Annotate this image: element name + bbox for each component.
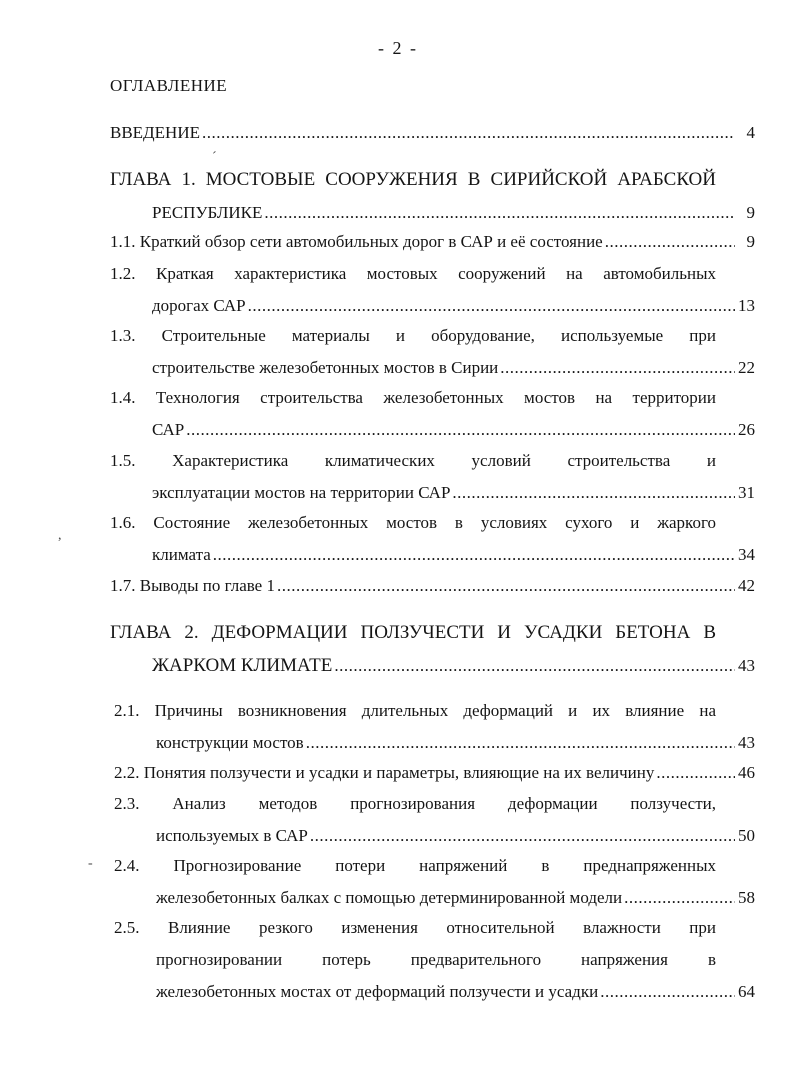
dot-leader — [656, 757, 735, 789]
entry-text: 2.2. Понятия ползучести и усадки и параметры, влияющие на их величину — [114, 763, 655, 782]
dot-leader — [310, 820, 735, 852]
entry-text-line2: РЕСПУБЛИКЕ — [152, 203, 263, 222]
entry-text: ВВЕДЕНИЕ — [110, 123, 200, 142]
toc-title: ОГЛАВЛЕНИЕ — [110, 76, 228, 95]
entry-text-line1: 1.6. Состояние железобетонных мостов в условиях сухого и жаркого — [110, 513, 716, 532]
toc-entry-chapter-1[interactable] — [110, 163, 755, 229]
entry-text-line2: конструкции мостов — [156, 733, 304, 752]
toc-entry-intro[interactable] — [110, 117, 755, 149]
entry-text-line2: железобетонных балках с помощью детерминированной модели — [156, 888, 623, 907]
page-ref: 31 — [738, 483, 755, 502]
entry-text-line2: ЖАРКОМ КЛИМАТЕ — [152, 655, 333, 676]
entry-text-line2: используемых в САР — [156, 826, 308, 845]
entry-text-line2: дорогах САР — [152, 296, 246, 315]
entry-text-line1: 1.2. Краткая характеристика мостовых сооружений на автомобильных — [110, 264, 716, 283]
toc-entry-1-6[interactable] — [110, 507, 755, 571]
dot-leader — [202, 117, 735, 149]
entry-text-line1: 2.1. Причины возникновения длительных деформаций и их влияние на — [114, 701, 716, 720]
entry-text-line1: 1.3. Строительные материалы и оборудование, используемые при — [110, 326, 716, 345]
entry-text: 1.7. Выводы по главе 1 — [110, 576, 275, 595]
toc-entry-2-3[interactable] — [114, 788, 755, 852]
dot-leader — [624, 882, 735, 914]
page-ref: 13 — [738, 296, 755, 315]
entry-text-line1: 2.4. Прогнозирование потери напряжений в преднапряженных — [114, 856, 716, 875]
entry-text-line1: ГЛАВА 1. МОСТОВЫЕ СООРУЖЕНИЯ В СИРИЙСКОЙ АРАБСКОЙ — [110, 169, 716, 190]
scan-mark: ˊ — [212, 150, 217, 165]
dot-leader — [248, 290, 735, 322]
entry-text-line1: 2.5. Влияние резкого изменения относительной влажности при — [114, 918, 716, 937]
toc-entry-1-2[interactable] — [110, 258, 755, 322]
dot-leader — [306, 727, 735, 759]
dot-leader — [186, 414, 735, 446]
page-ref: 43 — [738, 733, 755, 752]
entry-text-line3: железобетонных мостах от деформаций ползучести и усадки — [156, 982, 599, 1001]
toc-entry-chapter-2[interactable] — [110, 616, 755, 682]
toc-entry-2-2[interactable] — [114, 757, 755, 789]
entry-text-line2: САР — [152, 420, 185, 439]
toc-entry-1-5[interactable] — [110, 445, 755, 509]
entry-text: 1.1. Краткий обзор сети автомобильных дорог в САР и её состояние — [110, 232, 603, 251]
page-ref: 34 — [738, 545, 755, 564]
scan-mark: , — [58, 528, 62, 543]
page-ref: 43 — [738, 656, 755, 675]
entry-text-line2: климата — [152, 545, 211, 564]
dot-leader — [264, 196, 735, 229]
page-ref: 50 — [738, 826, 755, 845]
page-ref: 9 — [746, 232, 755, 251]
page-ref: 58 — [738, 888, 755, 907]
page-ref: 22 — [738, 358, 755, 377]
page-ref: 42 — [738, 576, 755, 595]
page-ref: 9 — [746, 203, 755, 222]
page-ref: 46 — [738, 763, 755, 782]
toc-entry-1-7[interactable] — [110, 570, 755, 602]
toc-entry-2-1[interactable] — [114, 695, 755, 759]
dot-leader — [605, 226, 735, 258]
scan-mark: - — [88, 856, 93, 871]
dot-leader — [334, 649, 735, 682]
entry-text-line1: 1.5. Характеристика климатических условий строительства и — [110, 451, 716, 470]
toc-entry-2-5[interactable] — [114, 912, 755, 1008]
entry-text-line1: ГЛАВА 2. ДЕФОРМАЦИИ ПОЛЗУЧЕСТИ И УСАДКИ БЕТОНА В — [110, 622, 716, 643]
page-ref: 4 — [746, 123, 755, 142]
entry-text-line2: строительстве железобетонных мостов в Сирии — [152, 358, 499, 377]
toc-entry-1-1[interactable] — [110, 226, 755, 258]
dot-leader — [600, 976, 735, 1008]
entry-text-line1: 2.3. Анализ методов прогнозирования деформации ползучести, — [114, 794, 716, 813]
dot-leader — [500, 352, 735, 384]
entry-text-line2: прогнозировании потерь предварительного напряжения в — [156, 950, 716, 969]
toc-entry-1-4[interactable] — [110, 382, 755, 446]
dot-leader — [213, 539, 735, 571]
page-number: - 2 - — [378, 38, 418, 58]
page-ref: 26 — [738, 420, 755, 439]
dot-leader — [277, 570, 735, 602]
page-ref: 64 — [738, 982, 755, 1001]
toc-entry-1-3[interactable] — [110, 320, 755, 384]
entry-text-line2: эксплуатации мостов на территории САР — [152, 483, 451, 502]
toc-entry-2-4[interactable] — [114, 850, 755, 914]
dot-leader — [452, 477, 735, 509]
entry-text-line1: 1.4. Технология строительства железобетонных мостов на территории — [110, 388, 716, 407]
